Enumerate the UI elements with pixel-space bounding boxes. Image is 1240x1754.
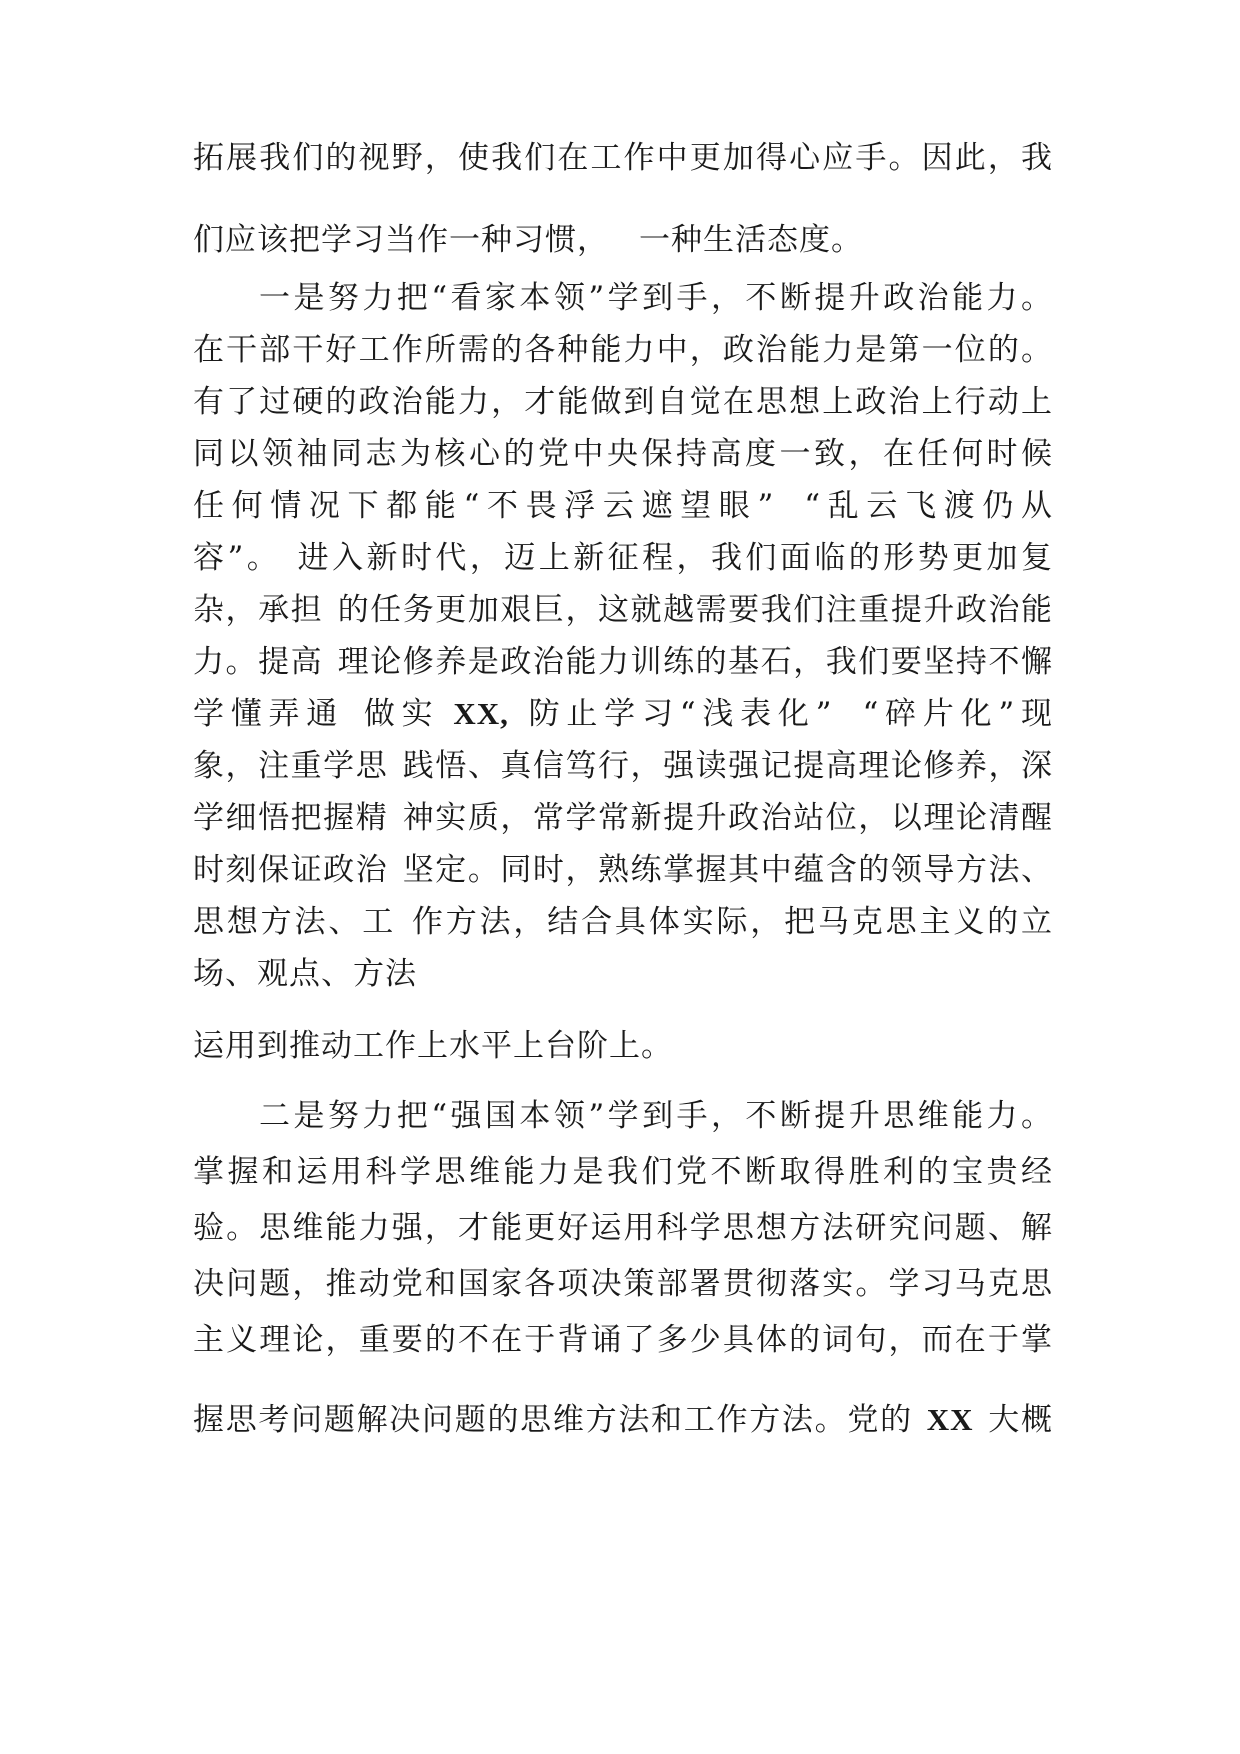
paragraph-heading-line: 二是努力把“强国本领”学到手，不断提升思维能力。 [259, 1098, 1053, 1134]
text-line: 验。思维能力强，才能更好运用科学思想方法研究问题、解 [193, 1210, 1053, 1246]
text-line: 象，注重学思 践悟、真信笃行，强读强记提高理论修养，深 [193, 748, 1054, 784]
text-line: 学懂弄通 做实 XX, 防止学习“浅表化” “碎片化”现 [193, 696, 1054, 732]
text-line: 运用到推动工作上水平上台阶上。 [193, 1028, 673, 1064]
text-line: 拓展我们的视野，使我们在工作中更加得心应手。因此，我 [193, 140, 1053, 176]
text-line: 决问题，推动党和国家各项决策部署贯彻落实。学习马克思 [193, 1266, 1053, 1302]
text-line: 掌握和运用科学思维能力是我们党不断取得胜利的宝贵经 [193, 1154, 1053, 1190]
text-line: 同以领袖同志为核心的党中央保持高度一致，在任何时候 [193, 436, 1053, 472]
text-line: 主义理论，重要的不在于背诵了多少具体的词句，而在于掌 [193, 1322, 1053, 1358]
text-line: 时刻保证政治 坚定。同时，熟练掌握其中蕴含的领导方法、 [193, 852, 1054, 888]
text-line: 在干部干好工作所需的各种能力中，政治能力是第一位的。 [193, 332, 1053, 368]
text-line: 握思考问题解决问题的思维方法和工作方法。党的 XX 大概 [193, 1402, 1053, 1438]
text-line: 们应该把学习当作一种习惯， 一种生活态度。 [193, 222, 863, 258]
text-line: 学细悟把握精 神实质，常学常新提升政治站位，以理论清醒 [193, 800, 1054, 836]
text-line: 场、观点、方法 [193, 956, 417, 992]
paragraph-heading-line: 一是努力把“看家本领”学到手，不断提升政治能力。 [259, 280, 1053, 316]
text-line: 力。提高 理论修养是政治能力训练的基石，我们要坚持不懈 [193, 644, 1054, 680]
text-line: 思想方法、工 作方法，结合具体实际，把马克思主义的立 [193, 904, 1054, 940]
text-line: 有了过硬的政治能力，才能做到自觉在思想上政治上行动上 [193, 384, 1053, 420]
text-line: 任何情况下都能“不畏浮云遮望眼” “乱云飞渡仍从 [193, 488, 1053, 524]
text-line: 杂，承担 的任务更加艰巨，这就越需要我们注重提升政治能 [193, 592, 1054, 628]
text-line: 容”。 进入新时代，迈上新征程，我们面临的形势更加复 [193, 540, 1053, 576]
